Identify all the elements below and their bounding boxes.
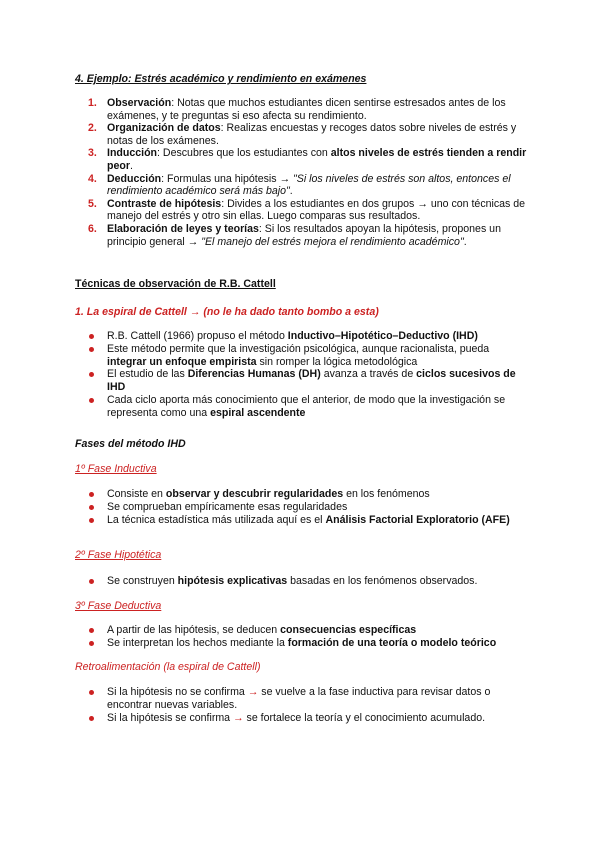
bullet-dot	[89, 505, 94, 510]
feedback-bullets	[0, 686, 600, 724]
spiral-bullets	[0, 330, 600, 420]
deductive-bullets	[0, 624, 600, 650]
bullet-dot	[89, 641, 94, 646]
bullet-dot	[89, 579, 94, 584]
inductive-phase-heading: 1º Fase Inductiva	[75, 463, 157, 475]
bullet-dot	[89, 347, 94, 352]
list-item: 6. Elaboración de leyes y teorías: Si los resultados apoyan la hipótesis, propones un principio general → "El manejo del estrés mejora el rendimiento académico".	[88, 222, 501, 248]
list-item: Este método permite que la investigación psicológica, aunque racionalista, pueda integrar un enfoque empirista sin romper la lógica metodológica	[0, 343, 600, 369]
hypothetical-bullets	[0, 575, 600, 588]
list-item: Cada ciclo aporta más conocimiento que el anterior, de modo que la investigación se representa como una espiral ascendente	[0, 394, 600, 420]
list-item: Se interpretan los hechos mediante la formación de una teoría o modelo teórico	[0, 637, 600, 650]
bullet-dot	[89, 334, 94, 339]
bullet-dot	[89, 690, 94, 695]
cattell-heading: Técnicas de observación de R.B. Cattell	[75, 278, 276, 290]
list-item: Se comprueban empíricamente esas regularidades	[0, 501, 600, 514]
list-item: El estudio de las Diferencias Humanas (DH) avanza a través de ciclos sucesivos de IHD	[0, 368, 600, 394]
hypothetical-phase-heading: 2º Fase Hipotética	[75, 549, 162, 561]
bullet-dot	[89, 518, 94, 523]
example-steps-list	[0, 97, 600, 248]
spiral-heading: 1. La espiral de Cattell → (no le ha dado tanto bombo a esta)	[75, 306, 379, 318]
bullet-dot	[89, 628, 94, 633]
bullet-dot	[89, 372, 94, 377]
phases-heading: Fases del método IHD	[75, 438, 186, 450]
list-item: 1. Observación: Notas que muchos estudiantes dicen sentirse estresados antes de los exámenes, y te preguntas si eso afecta su rendimiento.	[88, 97, 506, 122]
list-item: La técnica estadística más utilizada aquí es el Análisis Factorial Exploratorio (AFE)	[0, 514, 600, 527]
list-item: Se construyen hipótesis explicativas basadas en los fenómenos observados.	[0, 575, 600, 588]
list-item: A partir de las hipótesis, se deducen consecuencias específicas	[0, 624, 600, 637]
list-item: Consiste en observar y descubrir regularidades en los fenómenos	[0, 488, 600, 501]
deductive-phase-heading: 3º Fase Deductiva	[75, 600, 162, 612]
list-item: R.B. Cattell (1966) propuso el método Inductivo–Hipotético–Deductivo (IHD)	[0, 330, 600, 343]
bullet-dot	[89, 492, 94, 497]
list-item: 2. Organización de datos: Realizas encuestas y recoges datos sobre niveles de estrés y notas de los exámenes.	[88, 122, 517, 147]
arrow-icon: →	[233, 711, 244, 724]
bullet-dot	[89, 398, 94, 403]
bullet-dot	[89, 716, 94, 721]
list-item: 5. Contraste de hipótesis: Divides a los estudiantes en dos grupos → uno con técnicas de manejo del estrés y otro sin ellas. Luego comparas sus resultados.	[88, 197, 526, 223]
inductive-bullets	[0, 488, 600, 526]
list-item: Si la hipótesis no se confirma → se vuelve a la fase inductiva para revisar datos o encontrar nuevas variables.	[0, 686, 600, 712]
list-item: 3. Inducción: Descubres que los estudiantes con altos niveles de estrés tienden a rendir peor.	[88, 147, 527, 172]
list-item: Si la hipótesis se confirma → se fortalece la teoría y el conocimiento acumulado.	[0, 712, 600, 725]
list-item: 4. Deducción: Formulas una hipótesis → "Si los niveles de estrés son altos, entonces el rendimiento académico será más bajo".	[88, 172, 511, 198]
feedback-heading: Retroalimentación (la espiral de Cattell)	[75, 661, 261, 673]
section-4-heading: 4. Ejemplo: Estrés académico y rendimiento en exámenes	[75, 73, 367, 85]
arrow-icon: →	[247, 686, 259, 698]
